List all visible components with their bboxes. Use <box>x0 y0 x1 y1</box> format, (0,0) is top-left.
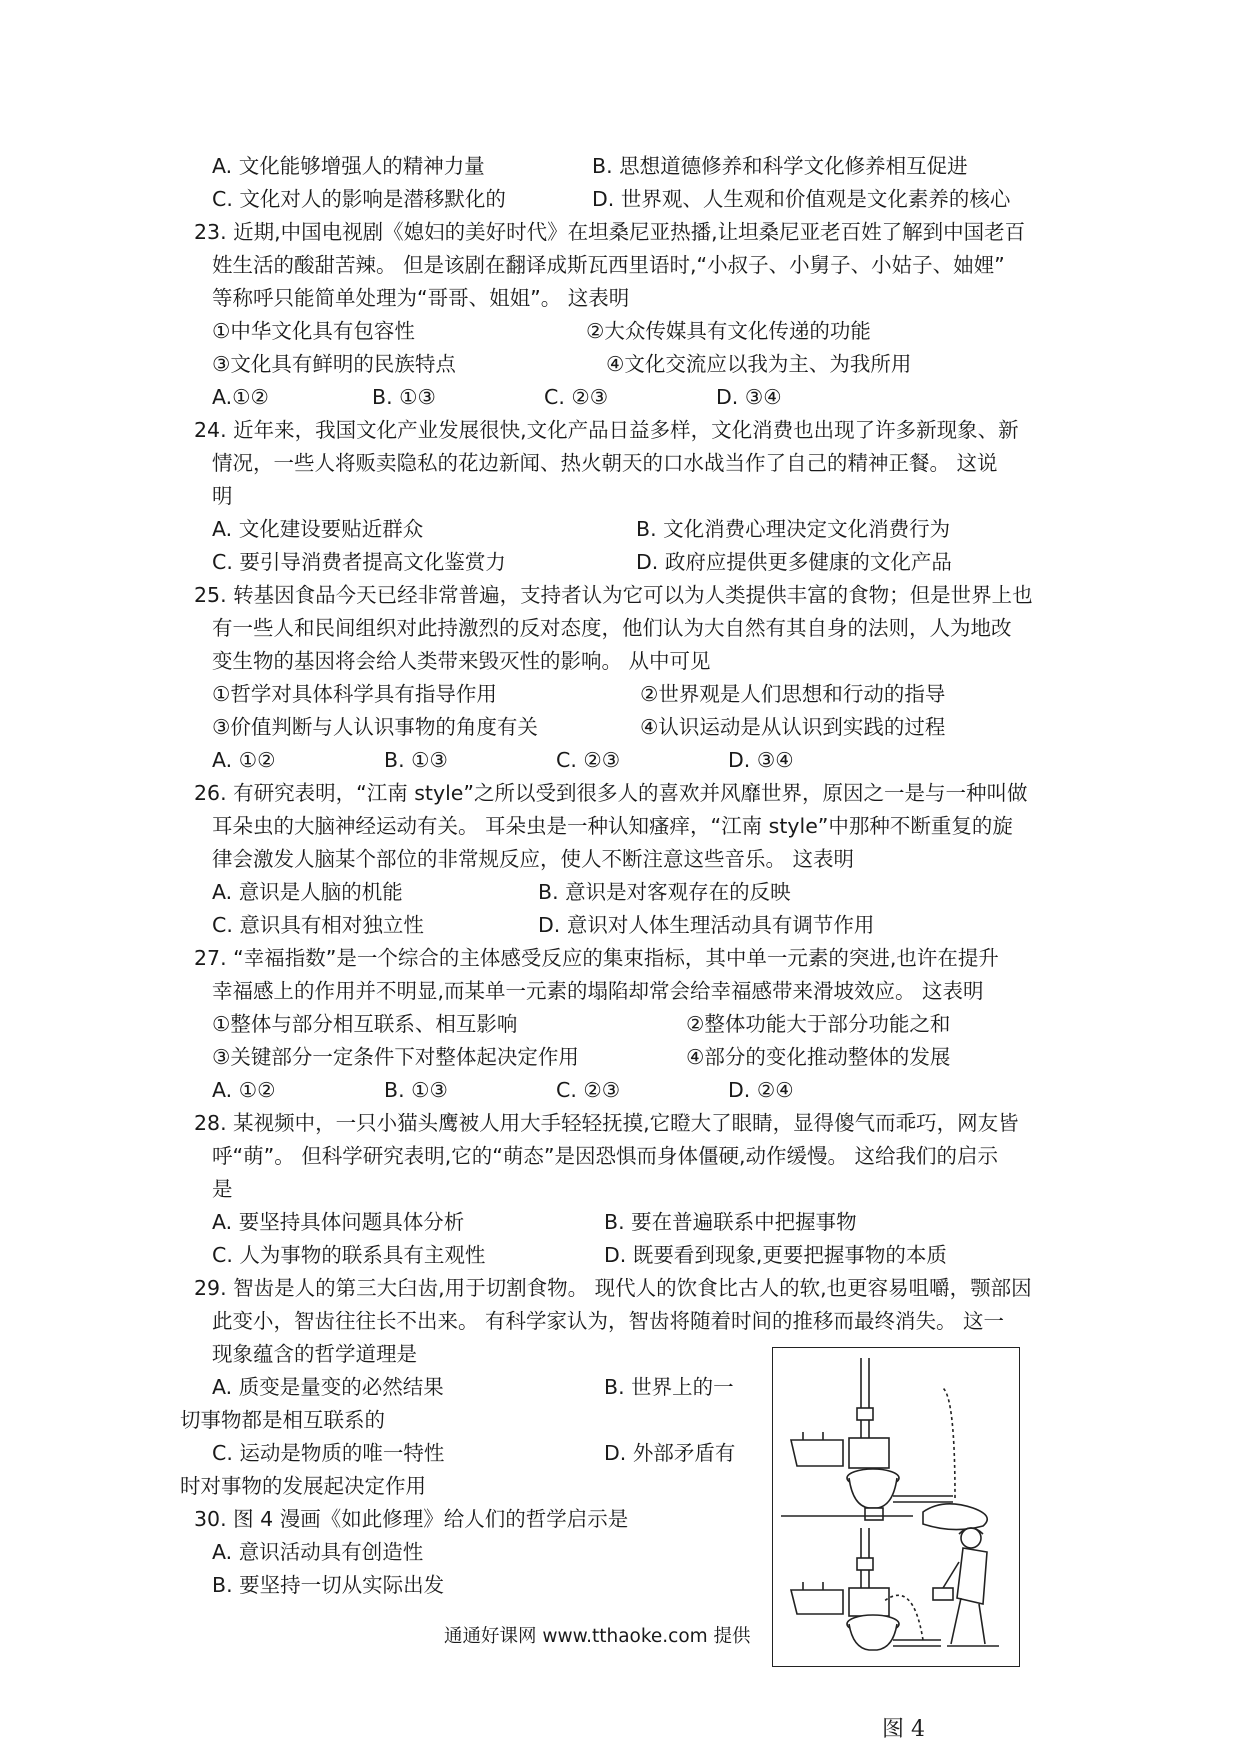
statement-1: ①中华文化具有包容性 <box>212 319 415 343</box>
figure-4-cartoon <box>772 1347 1020 1667</box>
option-d: D. 既要看到现象,更要把握事物的本质 <box>604 1243 947 1267</box>
statement-3: ③关键部分一定条件下对整体起决定作用 <box>212 1045 579 1069</box>
figure-caption: 图 4 <box>882 1717 925 1742</box>
question-25-line-2: 有一些人和民间组织对此持激烈的反对态度，他们认为大自然有其自身的法则，人为地改 <box>212 616 1012 640</box>
option-b-continued: 切事物都是相互联系的 <box>180 1408 385 1432</box>
option-b: B. 思想道德修养和科学文化修养相互促进 <box>592 154 968 178</box>
option-d: D. ③④ <box>728 748 794 772</box>
statement-1: ①整体与部分相互联系、相互影响 <box>212 1012 518 1036</box>
question-24-line-1: 24. 近年来，我国文化产业发展很快,文化产品日益多样，文化消费也出现了许多新现象、新 <box>194 418 1019 442</box>
statement-3: ③文化具有鲜明的民族特点 <box>212 352 456 376</box>
option-b: B. ①③ <box>384 748 448 772</box>
option-b: B. ①③ <box>372 385 436 409</box>
statement-4: ④文化交流应以我为主、为我所用 <box>606 352 912 376</box>
option-a: A. 质变是量变的必然结果 <box>212 1375 444 1399</box>
option-a: A. 文化能够增强人的精神力量 <box>212 154 485 178</box>
option-d: D. 政府应提供更多健康的文化产品 <box>636 550 952 574</box>
question-23-line-3: 等称呼只能简单处理为“哥哥、姐姐”。 这表明 <box>212 286 630 310</box>
question-28-line-3: 是 <box>212 1177 233 1201</box>
statement-4: ④认识运动是从认识到实践的过程 <box>640 715 946 739</box>
statement-3: ③价值判断与人认识事物的角度有关 <box>212 715 538 739</box>
option-b: B. 要在普遍联系中把握事物 <box>604 1210 857 1234</box>
question-24-line-2: 情况，一些人将贩卖隐私的花边新闻、热火朝天的口水战当作了自己的精神正餐。 这说 <box>212 451 998 475</box>
option-d: D. 意识对人体生理活动具有调节作用 <box>538 913 875 937</box>
question-26-line-3: 律会激发人脑某个部位的非常规反应，使人不断注意这些音乐。 这表明 <box>212 847 855 871</box>
plumbing-cartoon-icon <box>773 1348 1019 1666</box>
option-b: B. 要坚持一切从实际出发 <box>212 1573 445 1597</box>
option-a: A. 要坚持具体问题具体分析 <box>212 1210 465 1234</box>
statement-2: ②世界观是人们思想和行动的指导 <box>640 682 946 706</box>
option-c: C. ②③ <box>556 748 621 772</box>
option-c: C. 人为事物的联系具有主观性 <box>212 1243 486 1267</box>
statement-2: ②整体功能大于部分功能之和 <box>686 1012 951 1036</box>
option-c: C. 意识具有相对独立性 <box>212 913 424 937</box>
option-c: C. 运动是物质的唯一特性 <box>212 1441 445 1465</box>
question-28-line-1: 28. 某视频中，一只小猫头鹰被人用大手轻轻抚摸,它瞪大了眼睛，显得傻气而乖巧，网友皆 <box>194 1111 1019 1135</box>
option-b: B. 意识是对客观存在的反映 <box>538 880 791 904</box>
option-a: A. 意识活动具有创造性 <box>212 1540 424 1564</box>
option-d-continued: 时对事物的发展起决定作用 <box>180 1474 426 1498</box>
question-24-line-3: 明 <box>212 484 233 508</box>
option-c: C. 要引导消费者提高文化鉴赏力 <box>212 550 506 574</box>
question-29-line-1: 29. 智齿是人的第三大臼齿,用于切割食物。 现代人的饮食比古人的软,也更容易咀嚼，颚部因 <box>194 1276 1032 1300</box>
question-25-line-1: 25. 转基因食品今天已经非常普遍，支持者认为它可以为人类提供丰富的食物；但是世界上也 <box>194 583 1033 607</box>
option-c: C. ②③ <box>544 385 609 409</box>
question-28-line-2: 呼“萌”。 但科学研究表明,它的“萌态”是因恐惧而身体僵硬,动作缓慢。 这给我们的启示 <box>212 1144 999 1168</box>
question-23-line-2: 姓生活的酸甜苦辣。 但是该剧在翻译成斯瓦西里语时,“小叔子、小舅子、小姑子、妯娌” <box>212 253 1005 277</box>
footer-credit: 通通好课网 www.tthaoke.com 提供 <box>444 1626 751 1647</box>
question-27-line-2: 幸福感上的作用并不明显,而某单一元素的塌陷却常会给幸福感带来滑坡效应。 这表明 <box>212 979 984 1003</box>
option-c: C. 文化对人的影响是潜移默化的 <box>212 187 506 211</box>
option-a: A. 意识是人脑的机能 <box>212 880 403 904</box>
option-a: A. 文化建设要贴近群众 <box>212 517 424 541</box>
question-25-line-3: 变生物的基因将会给人类带来毁灭性的影响。 从中可见 <box>212 649 711 673</box>
statement-4: ④部分的变化推动整体的发展 <box>686 1045 951 1069</box>
option-b: B. 文化消费心理决定文化消费行为 <box>636 517 951 541</box>
option-d: D. ③④ <box>716 385 782 409</box>
option-b: B. 世界上的一 <box>604 1375 734 1399</box>
question-27-line-1: 27. “幸福指数”是一个综合的主体感受反应的集束指标，其中单一元素的突进,也许在提升 <box>194 946 999 970</box>
statement-2: ②大众传媒具有文化传递的功能 <box>586 319 871 343</box>
option-a: A. ①② <box>212 1078 276 1102</box>
statement-1: ①哲学对具体科学具有指导作用 <box>212 682 497 706</box>
option-a: A. ①② <box>212 748 276 772</box>
question-30-line-1: 30. 图 4 漫画《如此修理》给人们的哲学启示是 <box>194 1507 629 1531</box>
option-d: D. 世界观、人生观和价值观是文化素养的核心 <box>592 187 1011 211</box>
option-d: D. 外部矛盾有 <box>604 1441 736 1465</box>
question-26-line-1: 26. 有研究表明，“江南 style”之所以受到很多人的喜欢并风靡世界，原因之一是与一种叫做 <box>194 781 1028 805</box>
option-b: B. ①③ <box>384 1078 448 1102</box>
option-c: C. ②③ <box>556 1078 621 1102</box>
question-23-line-1: 23. 近期,中国电视剧《媳妇的美好时代》在坦桑尼亚热播,让坦桑尼亚老百姓了解到中国老百 <box>194 220 1026 244</box>
question-29-line-3: 现象蕴含的哲学道理是 <box>212 1342 417 1366</box>
question-29-line-2: 此变小，智齿往往长不出来。 有科学家认为，智齿将随着时间的推移而最终消失。 这一 <box>212 1309 1005 1333</box>
option-d: D. ②④ <box>728 1078 794 1102</box>
option-a: A.①② <box>212 385 269 409</box>
question-26-line-2: 耳朵虫的大脑神经运动有关。 耳朵虫是一种认知瘙痒，“江南 style”中那种不断重复的旋 <box>212 814 1013 838</box>
